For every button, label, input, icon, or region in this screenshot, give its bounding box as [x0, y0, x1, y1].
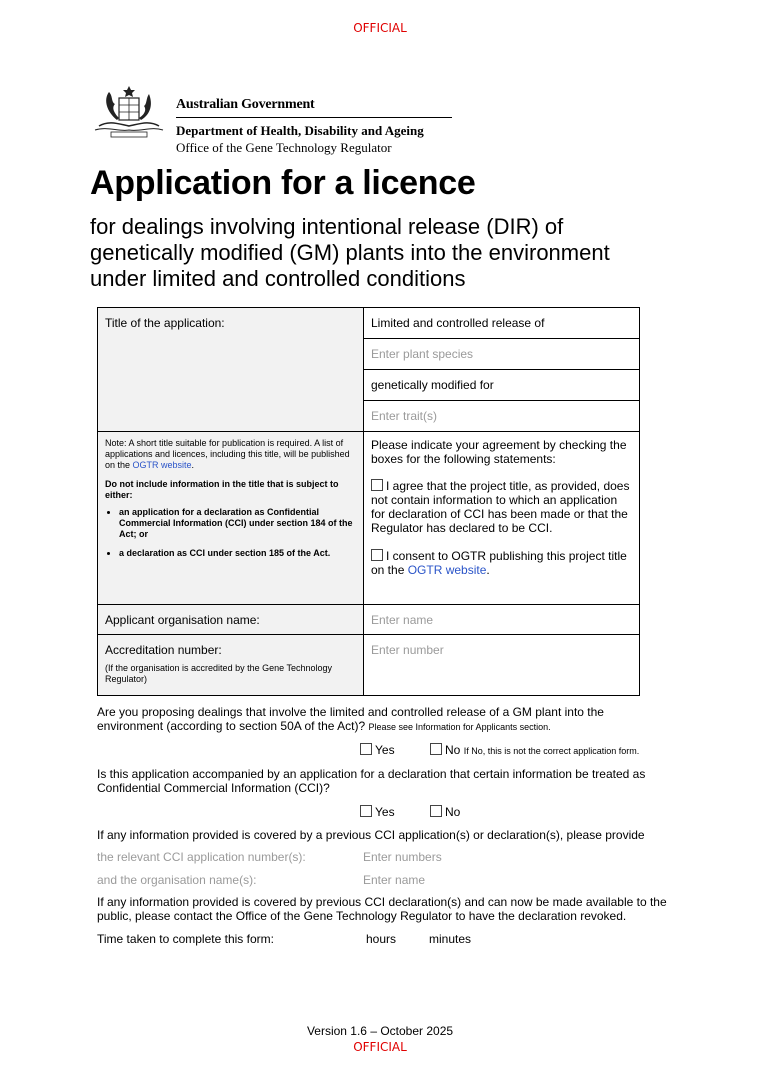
title-note: Note: A short title suitable for publication is required. A list of applications and licences, including this title, will be published on the OGTR website.: [105, 438, 350, 470]
cci-org-label: and the organisation name(s):: [97, 873, 257, 887]
q1-question: Are you proposing dealings that involve the limited and controlled release of a GM plant into the environment (according to section 50A of the Act)? Please see Information for Applicants section.: [97, 705, 604, 733]
hours-field[interactable]: hours: [366, 932, 397, 946]
q2-question: Is this application accompanied by an application for a declaration that certain information be treated as Confidential Commercial Information (CCI)?: [97, 767, 646, 795]
header-government: Australian Government: [176, 97, 315, 112]
q1-yes-option[interactable]: Yes: [360, 743, 395, 757]
list-item: • a declaration as CCI under section 185 of the Act.: [119, 548, 356, 559]
header-divider: [176, 117, 452, 118]
agreement-cell: [364, 432, 640, 605]
title-line3: genetically modified for: [364, 370, 640, 401]
yes-checkbox[interactable]: [360, 743, 372, 755]
security-marking-bottom: OFFICIAL: [353, 1040, 407, 1054]
title-note-cell: [98, 432, 364, 605]
cci-revoke-note: If any information provided is covered by previous CCI declaration(s) and can now be made available to the public, please contact the Office of the Gene Technology Regulator to have the declaration revoked.: [97, 895, 667, 923]
q2-no-option[interactable]: No: [430, 805, 460, 819]
q2-yes-option[interactable]: Yes: [360, 805, 395, 819]
page-subtitle: [90, 214, 610, 292]
q1-no-option[interactable]: No If No, this is not the correct application form.: [430, 743, 639, 758]
trait-field[interactable]: Enter trait(s): [364, 401, 640, 432]
time-label: Time taken to complete this form:: [97, 932, 274, 946]
page-title: Application for a licence: [90, 164, 476, 202]
no-checkbox[interactable]: [430, 743, 442, 755]
minutes-field[interactable]: minutes: [429, 932, 472, 946]
subtitle-line: genetically modified (GM) plants into the environment: [90, 240, 610, 265]
title-label-cell: [98, 308, 364, 432]
ogtr-website-link[interactable]: OGTR website: [407, 563, 487, 577]
list-item: • an application for a declaration as Confidential Commercial Information (CCI) under section 184 of the Act; or: [119, 507, 356, 540]
subtitle-line: for dealings involving intentional release (DIR) of: [90, 214, 564, 239]
coat-of-arms-logo: [89, 82, 169, 140]
header-office: Office of the Gene Technology Regulator: [176, 140, 392, 155]
subtitle-line: under limited and controlled conditions: [90, 266, 466, 291]
consent-checkbox[interactable]: [371, 549, 383, 561]
cci-org-field[interactable]: Enter name: [363, 873, 426, 887]
header-department: Department of Health, Disability and Ageing: [176, 123, 424, 138]
application-details-table: [97, 307, 640, 696]
version-footer: Version 1.6 – October 2025: [306, 1024, 454, 1038]
title-label: Title of the application:: [105, 316, 225, 330]
no-checkbox[interactable]: [430, 805, 442, 817]
agreement-intro: Please indicate your agreement by checking the boxes for the following statements:: [371, 438, 627, 466]
accreditation-number-field[interactable]: Enter number: [364, 635, 640, 696]
security-marking-top: OFFICIAL: [353, 21, 407, 35]
org-name-field[interactable]: Enter name: [364, 605, 640, 635]
accreditation-label-cell: [98, 635, 364, 696]
yes-checkbox[interactable]: [360, 805, 372, 817]
agreement-title-cci: I agree that the project title, as provided, does not contain information to which an application for declaration of CCI has been made or that the Regulator has declared to be CCI.: [371, 479, 630, 535]
accreditation-label: Accreditation number:: [105, 643, 222, 657]
plant-species-field[interactable]: Enter plant species: [364, 339, 640, 370]
cci-number-label: the relevant CCI application number(s):: [97, 850, 306, 864]
agree-checkbox[interactable]: [371, 479, 383, 491]
accreditation-note: (If the organisation is accredited by the Gene Technology Regulator): [105, 663, 332, 684]
org-label: Applicant organisation name:: [98, 605, 364, 635]
cci-bullet-list: [105, 507, 356, 559]
title-note-warning: Do not include information in the title that is subject to either:: [105, 479, 339, 500]
cci-intro: If any information provided is covered by a previous CCI application(s) or declaration(s), please provide: [97, 828, 645, 842]
agreement-publish: I consent to OGTR publishing this project title on the OGTR website.: [371, 549, 627, 577]
title-line1: Limited and controlled release of: [364, 308, 640, 339]
cci-number-field[interactable]: Enter numbers: [363, 850, 442, 864]
ogtr-website-link[interactable]: OGTR website: [132, 460, 192, 470]
